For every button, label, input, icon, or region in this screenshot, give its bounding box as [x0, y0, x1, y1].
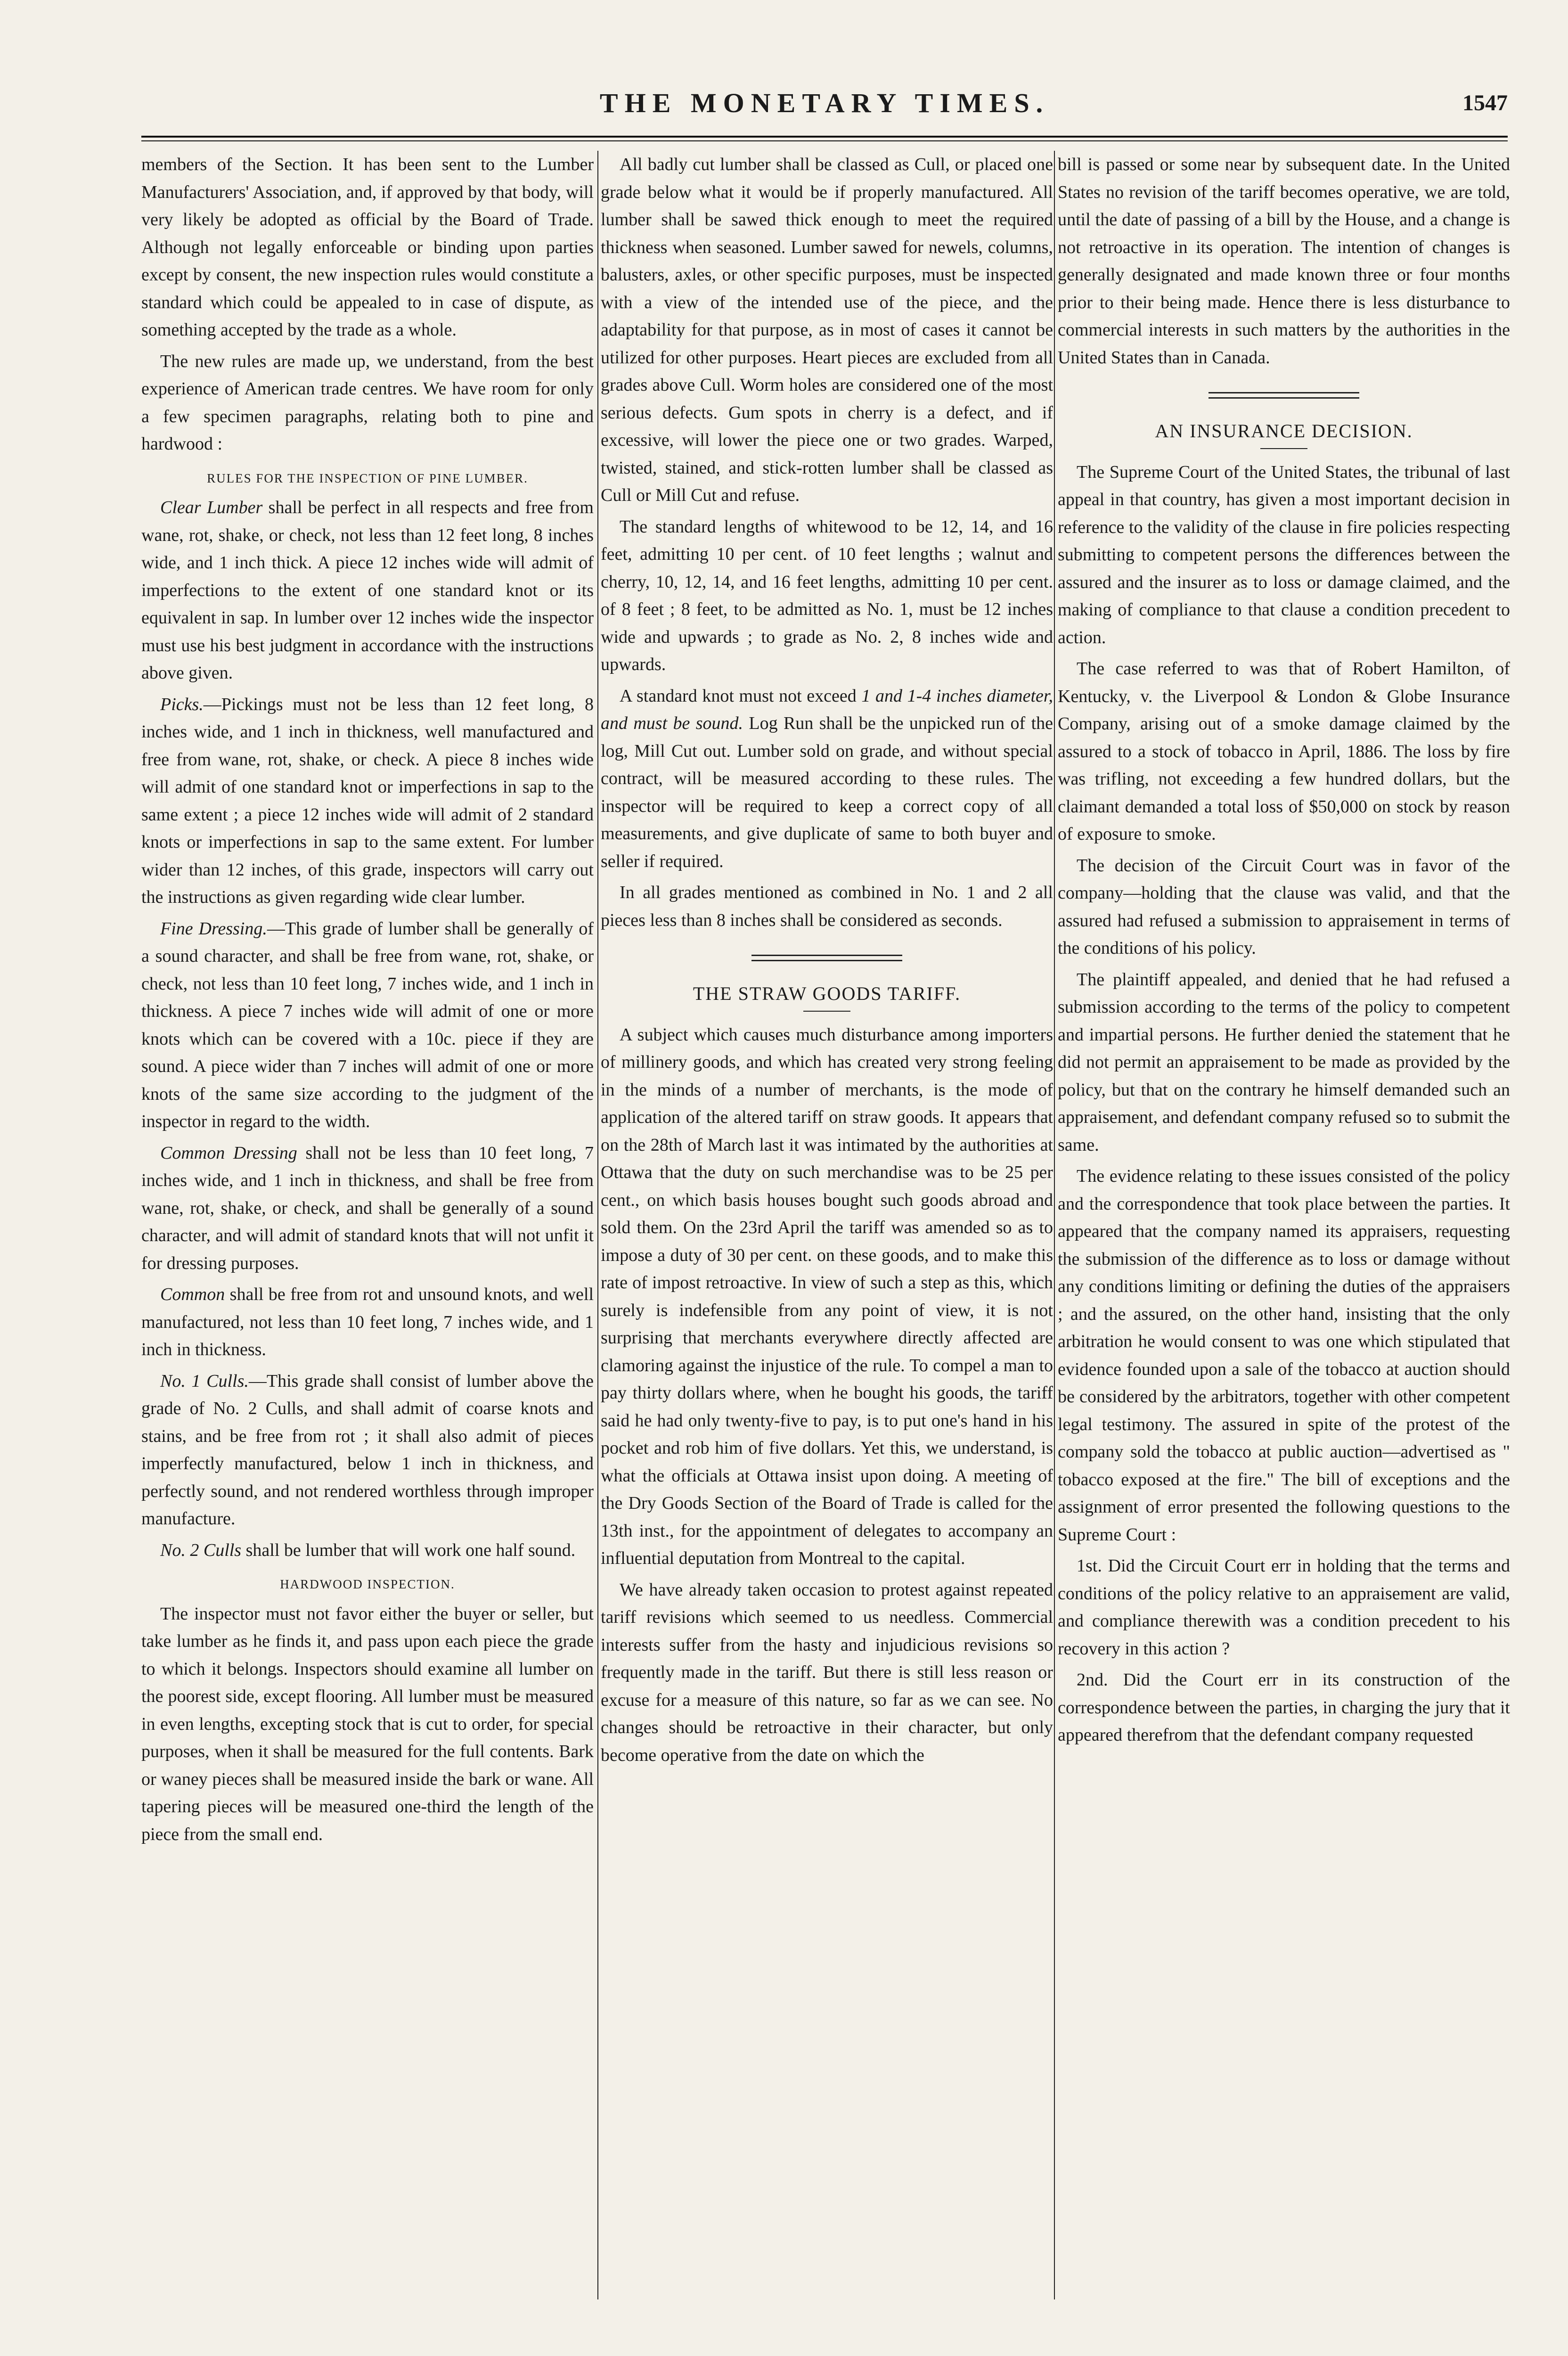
- paragraph: 1st. Did the Circuit Court err in holding that the terms and conditions of the policy relative to an appraisement are valid, and compliance therewith was a condition precedent to his recovery in this action ?: [1058, 1556, 1510, 1659]
- paragraph-text: A standard knot must not exceed: [620, 686, 862, 706]
- paragraph-text: shall be perfect in all respects and free from wane, rot, shake, or check, not less than 12 feet long, 8 inches wide, and 1 inch thick. A piece 12 inches wide will admit of imperfections to the extent of one standard knot or its equivalent in sap. In lumber over 12 inches wide the inspector must use his best judgment in accordance with the instructions above given.: [141, 498, 594, 683]
- page-number: 1547: [1462, 90, 1508, 115]
- paragraph-text: shall be lumber that will work one half sound.: [241, 1540, 576, 1560]
- paragraph: bill is passed or some near by subsequent date. In the United States no revision of the tariff becomes operative, we are told, until the date of passing of a bill by the House, and a change is not retroactive in its operation. The intention of changes is generally designated and made known three or four months prior to their being made. Hence there is less disturbance to commercial interests in such matters by the authorities in the United States than in Canada.: [1058, 155, 1510, 368]
- column-3: [1058, 151, 1510, 2318]
- subheading-pine-rules: RULES FOR THE INSPECTION OF PINE LUMBER.: [207, 471, 528, 485]
- title-rule: [803, 1011, 850, 1012]
- paragraph-common-dressing: [141, 1139, 594, 1277]
- paragraph: In all grades mentioned as combined in No. 1 and 2 all pieces less than 8 inches shall be considered as seconds.: [601, 883, 1053, 930]
- paragraph: The plaintiff appealed, and denied that he had refused a submission according to the terms of the policy to competent and impartial persons. He further denied the statement that he did not permit an appraisement to be made as provided by the policy, but that on the contrary he himself demanded such an appraisement, and defendant company refused so to submit the same.: [1058, 969, 1510, 1155]
- subheading-hardwood: HARDWOOD INSPECTION.: [280, 1577, 455, 1591]
- paragraph-text: Log Run shall be the unpicked run of the log, Mill Cut out. Lumber sold on grade, and without special contract, will be measured according to these rules. The inspector will be required to keep a correct copy of all measurements, and give duplicate of same to both buyer and seller if required.: [601, 713, 1053, 871]
- paragraph: 2nd. Did the Court err in its construction of the correspondence between the parties, in charging the jury that it appeared therefrom that the defendant company requested: [1058, 1670, 1510, 1745]
- section-divider: [751, 955, 902, 961]
- runin-label: Fine Dressing.: [160, 918, 267, 939]
- runin-label: Clear Lumber: [160, 498, 263, 517]
- paragraph-no2-culls: [141, 1537, 594, 1564]
- paragraph-standard-knot: [601, 682, 1053, 875]
- article-title-straw-goods: THE STRAW GOODS TARIFF.: [693, 983, 961, 1004]
- runin-label: No. 1 Culls.: [160, 1371, 249, 1391]
- column-1: [141, 151, 594, 2318]
- article-title-insurance: AN INSURANCE DECISION.: [1155, 420, 1413, 442]
- column-divider: [1054, 151, 1055, 2299]
- column-2: [601, 151, 1053, 2318]
- header-rule: [141, 136, 1508, 141]
- paragraph-fine-dressing: [141, 915, 594, 1136]
- runin-label: No. 2 Culls: [160, 1540, 242, 1560]
- page-header: [141, 87, 1508, 125]
- paragraph: The inspector must not favor either the buyer or seller, but take lumber as he finds it, and pass upon each piece the grade to which it belongs. Inspectors should examine all lumber on the poorest side, except flooring. All lumber must be measured in even lengths, excepting stock that is cut to order, for special purposes, when it shall be measured for the full contents. Bark or waney pieces shall be measured inside the bark or wane. All tapering pieces will be measured one-third the length of the piece from the small end.: [141, 1603, 594, 1844]
- paragraph-text: shall be free from rot and unsound knots, and well manufactured, not less than 10 feet long, 7 inches wide, and 1 inch in thickness.: [141, 1284, 594, 1359]
- paragraph-no1-culls: [141, 1367, 594, 1533]
- paragraph: A subject which causes much disturbance among importers of millinery goods, and which has created very strong feeling in the minds of a number of merchants, is the mode of application of the altered tariff on straw goods. It appears that on the 28th of March last it was intimated by the authorities at Ottawa that the duty on such merchandise was to be 25 per cent., on which basis houses bought such goods abroad and sold them. On the 23rd April the tariff was amended so as to impose a duty of 30 per cent. on these goods, and to make this rate of impost retroactive. In view of such a step as this, which surely is indefensible from any point of view, it is not surprising that merchants everywhere directly affected are clamoring against the injustice of the rule. To compel a man to pay thirty dollars where, when he bought his goods, the tariff said he had only twenty-five to pay, is to put one's hand in his pocket and rob him of five dollars. Yet this, we understand, is what the officials at Ottawa insist upon doing. A meeting of the Dry Goods Section of the Board of Trade is called for the 13th inst., for the appointment of delegates to accompany an influential deputation from Montreal to the capital.: [601, 1024, 1053, 1568]
- paragraph: All badly cut lumber shall be classed as Cull, or placed one grade below what it would be if properly manufactured. All lumber shall be sawed thick enough to meet the required thickness when seasoned. Lumber sawed for newels, columns, balusters, axles, or other specific purposes, must be inspected with a view of the intended use of the piece, and the adaptability for that purpose, as in most of cases it cannot be utilized for other purposes. Heart pieces are excluded from all grades above Cull. Worm holes are considered one of the most serious defects. Gum spots in cherry is a defect, and if excessive, will lower the piece one or two grades. Warped, twisted, stained, and stick-rotten lumber shall be classed as Cull or Mill Cut and refuse.: [601, 155, 1053, 505]
- paragraph-picks: [141, 691, 594, 911]
- paragraph-text: —Pickings must not be less than 12 feet long, 8 inches wide, and 1 inch in thickness, well manufactured and free from wane, rot, shake, or check. A piece 8 inches wide will admit of one standard knot or imperfections in sap to the same extent ; a piece 12 inches wide will admit of 2 standard knots or imperfections in sap to the same extent. For lumber wider than 12 inches, of this grade, inspectors will carry out the instructions as given regarding wide clear lumber.: [141, 694, 594, 907]
- masthead-title: THE MONETARY TIMES.: [599, 88, 1050, 118]
- paragraph: We have already taken occasion to protest against repeated tariff revisions which seemed to us needless. Commercial interests suffer from the hasty and injudicious revisions so frequently made in the tariff. But there is still less reason or excuse for a measure of this nature, so far as we can see. No changes should be retroactive in their character, but only become operative from the date on which the: [601, 1579, 1053, 1765]
- paragraph-clear-lumber: [141, 494, 594, 687]
- paragraph: The evidence relating to these issues consisted of the policy and the correspondence that took place between the parties. It appeared that the company named its appraisers, requesting the submission of the difference as to loss or damage without any conditions limiting or defining the duties of the appraisers ; and the assured, on the other hand, insisting that the only arbitration he would consent to was one which stipulated that evidence founded upon a sale of the tobacco at auction should be considered by the arbitrators, together with other competent legal testimony. The assured in spite of the protest of the company sold the tobacco at public auction—advertised as " tobacco exposed at the fire." The bill of exceptions and the assignment of error presented the following questions to the Supreme Court :: [1058, 1166, 1510, 1545]
- column-divider: [597, 151, 598, 2299]
- paragraph: The decision of the Circuit Court was in favor of the company—holding that the clause was valid, and that the assured had refused a submission to appraisement in terms of the conditions of his policy.: [1058, 855, 1510, 958]
- paragraph: The standard lengths of whitewood to be 12, 14, and 16 feet, admitting 10 per cent. of 10 feet lengths ; walnut and cherry, 10, 12, 14, and 16 feet lengths, admitting 10 per cent. of 8 feet ; 8 feet, to be admitted as No. 1, must be 12 inches wide and upwards ; to grade as No. 2, 8 inches wide and upwards.: [601, 516, 1053, 674]
- runin-label: Common: [160, 1284, 225, 1304]
- paragraph-text: —This grade of lumber shall be generally of a sound character, and shall be free from wane, rot, shake, or check, not less than 10 feet long, 7 inches wide, and 1 inch in thickness. A piece 7 inches wide will admit of one or more knots which can be covered with a 10c. piece if they are sound. A piece wider than 7 inches will admit of one or more knots of the same size according to the judgment of the inspector in regard to the width.: [141, 918, 594, 1131]
- paragraph-text: shall not be less than 10 feet long, 7 inches wide, and 1 inch in thickness, and shall be free from wane, rot, shake, or check, and shall be generally of a sound character, and will admit of standard knots that will not unfit it for dressing purposes.: [141, 1143, 594, 1273]
- paragraph-common: [141, 1281, 594, 1364]
- runin-label: Picks.: [160, 694, 204, 714]
- paragraph-text: —This grade shall consist of lumber above the grade of No. 2 Culls, and shall admit of coarse knots and stains, and be free from rot ; it shall also admit of pieces imperfectly manufactured, below 1 inch in thickness, and perfectly sound, and not rendered worthless through improper manufacture.: [141, 1371, 594, 1529]
- italic-text: 1 and 1-4 inches diameter, and must be sound.: [601, 686, 1053, 733]
- runin-label: Common Dressing: [160, 1143, 297, 1163]
- paragraph: The new rules are made up, we understand, from the best experience of American trade centres. We have room for only a few specimen paragraphs, relating both to pine and hardwood :: [141, 351, 594, 454]
- paragraph: members of the Section. It has been sent to the Lumber Manufacturers' Association, and, if approved by that body, will very likely be adopted as official by the Board of Trade. Although not legally enforceable or binding upon parties except by consent, the new inspection rules would constitute a standard which could be appealed to in case of dispute, as something accepted by the trade as a whole.: [141, 155, 594, 340]
- title-rule: [1260, 448, 1307, 449]
- section-divider: [1209, 392, 1359, 399]
- paragraph: The case referred to was that of Robert Hamilton, of Kentucky, v. the Liverpool & London & Globe Insurance Company, arising out of a smoke damage claimed by the assured to a stock of tobacco in April, 1886. The loss by fire was trifling, not exceeding a few hundred dollars, but the claimant demanded a total loss of $50,000 on stock by reason of exposure to smoke.: [1058, 659, 1510, 844]
- paragraph: The Supreme Court of the United States, the tribunal of last appeal in that country, has given a most important decision in reference to the validity of the clause in fire policies respecting submitting to competent persons the differences between the assured and the insurer as to loss or damage claimed, and the making of compliance to that clause a condition precedent to action.: [1058, 462, 1510, 647]
